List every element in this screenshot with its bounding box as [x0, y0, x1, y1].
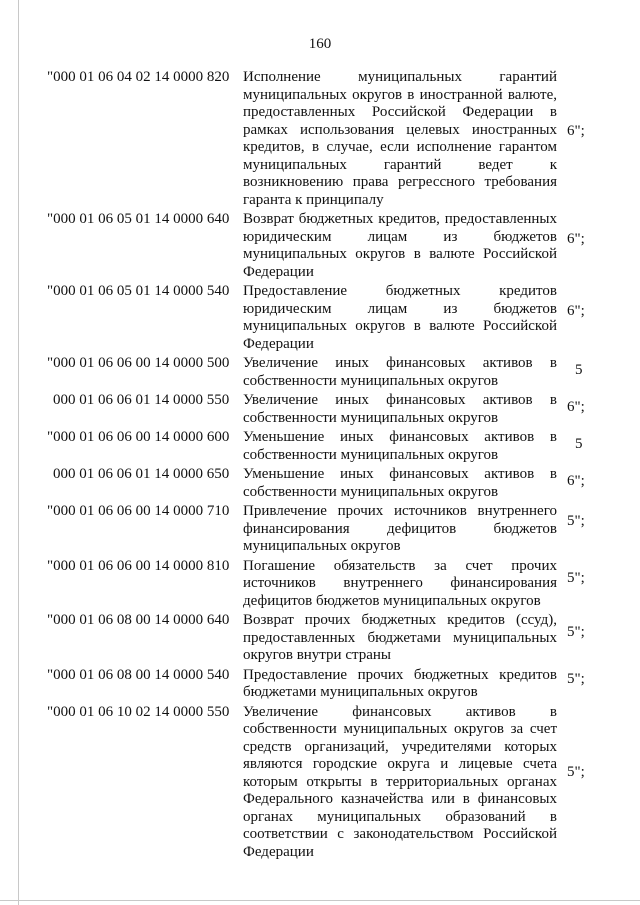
code-description: Привлечение прочих источников внутреннего финансирования дефицитов бюджетов муниципальных округов	[243, 503, 557, 554]
table-row	[0, 355, 640, 390]
budget-code: 000 01 06 06 01 14 0000 550	[53, 392, 230, 408]
budget-code: "000 01 06 10 02 14 0000 550	[47, 703, 230, 720]
budget-code: "000 01 06 08 00 14 0000 540	[47, 666, 230, 683]
code-description: Предоставление бюджетных кредитов юридическим лицам из бюджетов муниципальных округов в валюте Российской Федерации	[243, 283, 557, 352]
column-value: 6";	[567, 399, 585, 415]
table-row	[0, 392, 640, 427]
budget-code: "000 01 06 04 02 14 0000 820	[47, 69, 230, 85]
budget-code-table	[0, 69, 640, 863]
table-row	[0, 283, 640, 353]
budget-code: "000 01 06 05 01 14 0000 540	[47, 283, 230, 299]
code-description: Погашение обязательств за счет прочих источников внутреннего финансирования дефицитов бюджетов муниципальных округов	[243, 557, 557, 609]
code-description: Уменьшение иных финансовых активов в собственности муниципальных округов	[243, 429, 557, 463]
column-value: 6";	[567, 123, 585, 139]
table-row	[0, 667, 640, 702]
page-bottom-edge	[0, 900, 640, 901]
table-row	[0, 612, 640, 665]
column-value: 5";	[567, 513, 585, 529]
table-row	[0, 69, 640, 209]
code-description: Увеличение иных финансовых активов в собственности муниципальных округов	[243, 355, 557, 389]
budget-code: "000 01 06 06 00 14 0000 710	[47, 503, 230, 519]
table-row	[0, 704, 640, 862]
column-value: 5";	[567, 624, 585, 640]
table-row	[0, 466, 640, 501]
budget-code: "000 01 06 06 00 14 0000 810	[47, 557, 230, 574]
table-row	[0, 558, 640, 611]
column-value: 6";	[567, 303, 585, 319]
code-description: Уменьшение иных финансовых активов в собственности муниципальных округов	[243, 466, 557, 500]
code-description: Исполнение муниципальных гарантий муниципальных округов в иностранной валюте, предоставленных Российской Федерации в рамках использования целевых иностранных кредитов, в случае, если исполнение гарантом муниципальных гарантий ведет к возникновению права регрессного требования гаранта к принципалу	[243, 69, 557, 208]
code-description: Возврат бюджетных кредитов, предоставленных юридическим лицам из бюджетов муниципальных округов в валюте Российской Федерации	[243, 211, 557, 280]
code-description: Увеличение иных финансовых активов в собственности муниципальных округов	[243, 392, 557, 426]
code-description: Предоставление прочих бюджетных кредитов бюджетами муниципальных округов	[243, 666, 557, 700]
table-row	[0, 429, 640, 464]
page-number: 160	[308, 36, 332, 52]
budget-code: "000 01 06 05 01 14 0000 640	[47, 211, 230, 227]
column-value: 5";	[567, 569, 585, 586]
budget-code: "000 01 06 08 00 14 0000 640	[47, 612, 230, 628]
column-value: 6";	[567, 231, 585, 247]
code-description: Возврат прочих бюджетных кредитов (ссуд), предоставленных бюджетами муниципальных округов внутри страны	[243, 612, 557, 663]
table-row	[0, 211, 640, 281]
code-description: Увеличение финансовых активов в собственности муниципальных округов за счет средств организаций, учредителями которых являются городские округа и лицевые счета которым открыты в территориальных органах Федерального казначейства или в финансовых органах муниципальных образований в соответствии с законодательством Российской Федерации	[243, 703, 557, 860]
column-value: 5	[575, 436, 583, 452]
budget-code: "000 01 06 06 00 14 0000 600	[47, 429, 230, 445]
budget-code: 000 01 06 06 01 14 0000 650	[53, 466, 230, 482]
column-value: 5";	[567, 670, 585, 687]
column-value: 6";	[567, 473, 585, 489]
table-row	[0, 503, 640, 556]
column-value: 5";	[567, 763, 585, 780]
column-value: 5	[575, 362, 583, 378]
budget-code: "000 01 06 06 00 14 0000 500	[47, 355, 230, 371]
